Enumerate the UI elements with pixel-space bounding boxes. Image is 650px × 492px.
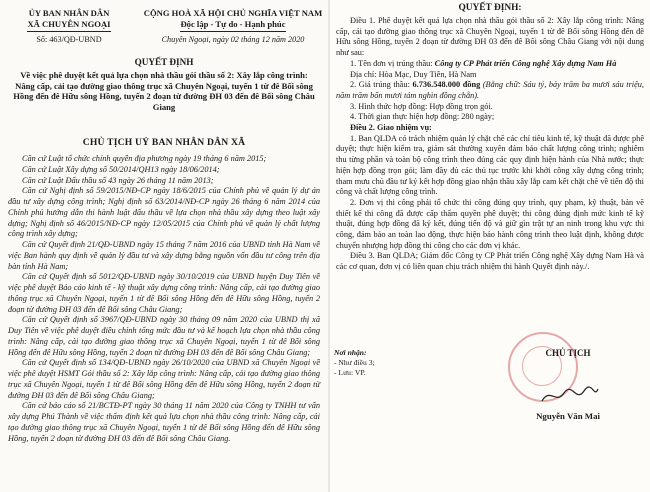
- legal-basis-item: Căn cứ Luật Xây dựng số 50/2014/QH13 ngày 18/06/2014;: [22, 164, 220, 174]
- doc-number: Số: 463/QĐ-UBND: [36, 35, 102, 44]
- agency-line1: ỦY BAN NHÂN DÂN: [28, 8, 110, 18]
- national-header: [138, 8, 328, 45]
- article-3: Điều 3. Ban QLDA; Giám đốc Công ty CP Phát triển Công nghệ Xây dựng Nam Hà và các cơ quan, đơn vị có liên quan chịu trách nhiệm thi hành Quyết định này./.: [336, 251, 644, 272]
- national-motto: Độc lập - Tự do - Hạnh phúc: [180, 19, 285, 32]
- recipient-item: - Như điều 3;: [334, 358, 375, 367]
- recipient-item: - Lưu: VP.: [334, 368, 366, 377]
- price-in-words: (Bằng chữ: Sáu tỷ, bảy trăm ba mươi sáu triệu, năm trăm bốn mươi tám nghìn đồng chẵn).: [336, 80, 645, 100]
- signature: [540, 385, 600, 407]
- winner-label: 1. Tên đơn vị trúng thầu:: [350, 58, 433, 68]
- price-item: [336, 80, 644, 101]
- winner-item: [336, 59, 644, 70]
- recipients-label: Nơi nhận:: [334, 348, 367, 357]
- doc-subject: Về việc phê duyệt kết quả lựa chọn nhà thầu gói thầu số 2: Xây lắp công trình: Nâng cấp, cải tạo đường giao thông trục xã Chuyên Ngoại, tuyến 1 từ đê Bối sông Hồng đến đê Hữu sông Hồng, tuyến 2 đoạn từ đường ĐH 03 đến đê Bối sông Châu Giang: [13, 70, 315, 112]
- winner-name: Công ty CP Phát triển Công nghệ Xây dựng Nam Hà: [434, 58, 617, 68]
- signer-title: CHỦ TỊCH: [545, 348, 591, 358]
- signer-name: Nguyễn Văn Mai: [536, 411, 600, 421]
- republic-name: CỘNG HOÀ XÃ HỘI CHỦ NGHĨA VIỆT NAM: [143, 8, 323, 18]
- winner-address: Địa chỉ: Hòa Mạc, Duy Tiên, Hà Nam: [350, 69, 477, 79]
- document-page-right: [330, 0, 650, 492]
- legal-basis-item: Căn cứ Quyết định số 5012/QĐ-UBND ngày 30/10/2019 của UBND huyện Duy Tiên về việc phê duyệt Báo cáo kinh tế - kỹ thuật xây dựng công trình: Nâng cấp, cải tạo đường giao thông trục xã Chuyên Ngoại, tuyến 1 từ đê Bối sông Hồng đến đê Hữu sông Hồng, tuyến 2 đoạn từ đường ĐH 03 đến đê Bối sông Châu Giang;: [8, 272, 320, 314]
- agency-line2: XÃ CHUYÊN NGOẠI: [27, 19, 110, 32]
- legal-basis-item: Căn cứ Quyết định số 134/QĐ-UBND ngày 26/10/2020 của UBND xã Chuyên Ngoại về việc phê duyệt HSMT Gói thầu số 2: Xây lắp công trình: Nâng cấp, cải tạo đường giao thông trục xã Chuyên Ngoại, tuyến 1 từ đê Bối sông Hồng đến đê Hữu sông Hồng, tuyến 2 đoạn từ đường ĐH 03 đến đê Bối sông Châu Giang;: [8, 358, 320, 400]
- decision-body: [336, 16, 644, 273]
- agency-header: [0, 8, 138, 45]
- issuing-authority: CHỦ TỊCH UỶ BAN NHÂN DÂN XÃ: [82, 137, 246, 148]
- legal-basis-item: Căn cứ báo cáo số 21/BCTĐ-PT ngày 30 tháng 11 năm 2020 của Công ty TNHH tư vấn xây dựng Phú Thành về việc thẩm định kết quả lựa chọn nhà thầu công trình: Nâng cấp, cải tạo đường giao thông trục xã Chuyên Ngoại, tuyến 1 từ đê Bối sông Hồng đến đê Hữu sông Hồng, tuyến 2 đoạn từ đường ĐH 03 đến đê Bối sông Châu Giang.: [8, 401, 320, 443]
- article-2-task-2: 2. Đơn vị thi công phải tổ chức thi công đúng quy trình, quy phạm, kỹ thuật, bản vẽ thiết kế thi công đã được cấp thẩm quyền phê duyệt; thi công đúng định mức kinh tế kỹ thuật, đúng hợp đồng đã ký kết, đúng tiến độ và giữ gìn trật tự an ninh trong khu vực thi công, đảm bảo an toàn lao động, thực hiện bảo hành công trình theo luật định, không được chuyển nhượng hợp đồng thi công cho các đơn vị khác.: [336, 197, 644, 250]
- legal-basis-item: Căn cứ Luật tổ chức chính quyền địa phương ngày 19 tháng 6 năm 2015;: [22, 154, 267, 163]
- price-label: 2. Giá trúng thầu:: [350, 80, 410, 90]
- doc-type: QUYẾT ĐỊNH: [134, 57, 194, 67]
- article-1: Điều 1. Phê duyệt kết quả lựa chọn nhà thầu gói thầu số 2: Xây lắp công trình: Nâng cấp, cải tạo đường giao thông trục xã Chuyên Ngoại, tuyến 1 từ đê Bối sông Hồng đến đê Hữu sông Hồng, tuyến 2 đoạn từ đường ĐH 03 đến đê Bối sông Châu Giang với nội dung như sau:: [336, 16, 644, 58]
- legal-basis-item: Căn cứ Quyết định số 3967/QĐ-UBND ngày 30 tháng 09 năm 2020 của UBND thị xã Duy Tiên về việc phê duyệt điều chỉnh tổng mức đầu tư và kế hoạch lựa chọn nhà thầu công trình: Nâng cấp, cải tạo đường giao thông trục xã Chuyên Ngoại, tuyến 1 từ đê Bối sông Hồng đến đê Hữu sông Hồng, tuyến 2 đoạn từ đường ĐH 03 đến đê Bối sông Châu Giang;: [8, 315, 320, 357]
- place-date: Chuyên Ngoại, ngày 02 tháng 12 năm 2020: [161, 35, 305, 44]
- price-value: 6.736.548.000 đồng: [412, 80, 481, 90]
- legal-basis-item: Căn cứ Nghị định số 59/2015/NĐ-CP ngày 18/6/2015 của Chính phủ về quản lý dự án đầu tư xây dựng công trình; Nghị định số 63/2014/NĐ-CP ngày 26 tháng 6 năm 2014 của Chính phủ hướng dẫn thi hành luật đấu thầu về lựa chọn nhà thầu xây dựng theo luật xây dựng; Nghị định số 46/2015/NĐ-CP ngày 12/05/2015 của Chính phủ về quản lý chất lượng công trình xây dựng;: [8, 186, 320, 239]
- legal-basis-item: Căn cứ Quyết định 21/QĐ-UBND ngày 15 tháng 7 năm 2016 của UBND tỉnh Hà Nam về việc Ban hành quy định về quản lý đầu tư và xây dựng bằng nguồn vốn đầu tư công trên địa bàn tỉnh Hà Nam;: [8, 240, 320, 271]
- contract-type: 3. Hình thức hợp đồng: Hợp đồng trọn gói.: [350, 101, 493, 111]
- decision-heading: QUYẾT ĐỊNH:: [458, 3, 522, 13]
- legal-bases: [8, 154, 320, 444]
- article-2: Điều 2. Giao nhiệm vụ:: [350, 123, 432, 133]
- article-2-task-1: 1. Ban QLDA có trách nhiệm quản lý chặt chẽ các chỉ tiêu kinh tế, kỹ thuật đã được phê duyệt; thực hiện kiểm tra, giám sát thường xuyên đảm bảo chất lượng công trình; nghiêm thu từng phần và toàn bộ công trình theo đúng các quy định hiện hành của Nhà nước; thực hiện hợp đồng trọn gói; làm đầy đủ các thủ tục trước khi khởi công xây dựng công trình; tham mưu chủ đầu tư ký kết hợp đồng giao nhận thầu xây lắp cam kết chặt chẽ về tiến độ thi công và chất lượng công trình.: [336, 133, 644, 197]
- contract-duration: 4. Thời gian thực hiện hợp đồng: 280 ngày;: [350, 112, 495, 122]
- legal-basis-item: Căn cứ Luật Đấu thầu số 43 ngày 26 tháng 11 năm 2013;: [22, 175, 214, 185]
- recipients: [334, 348, 375, 378]
